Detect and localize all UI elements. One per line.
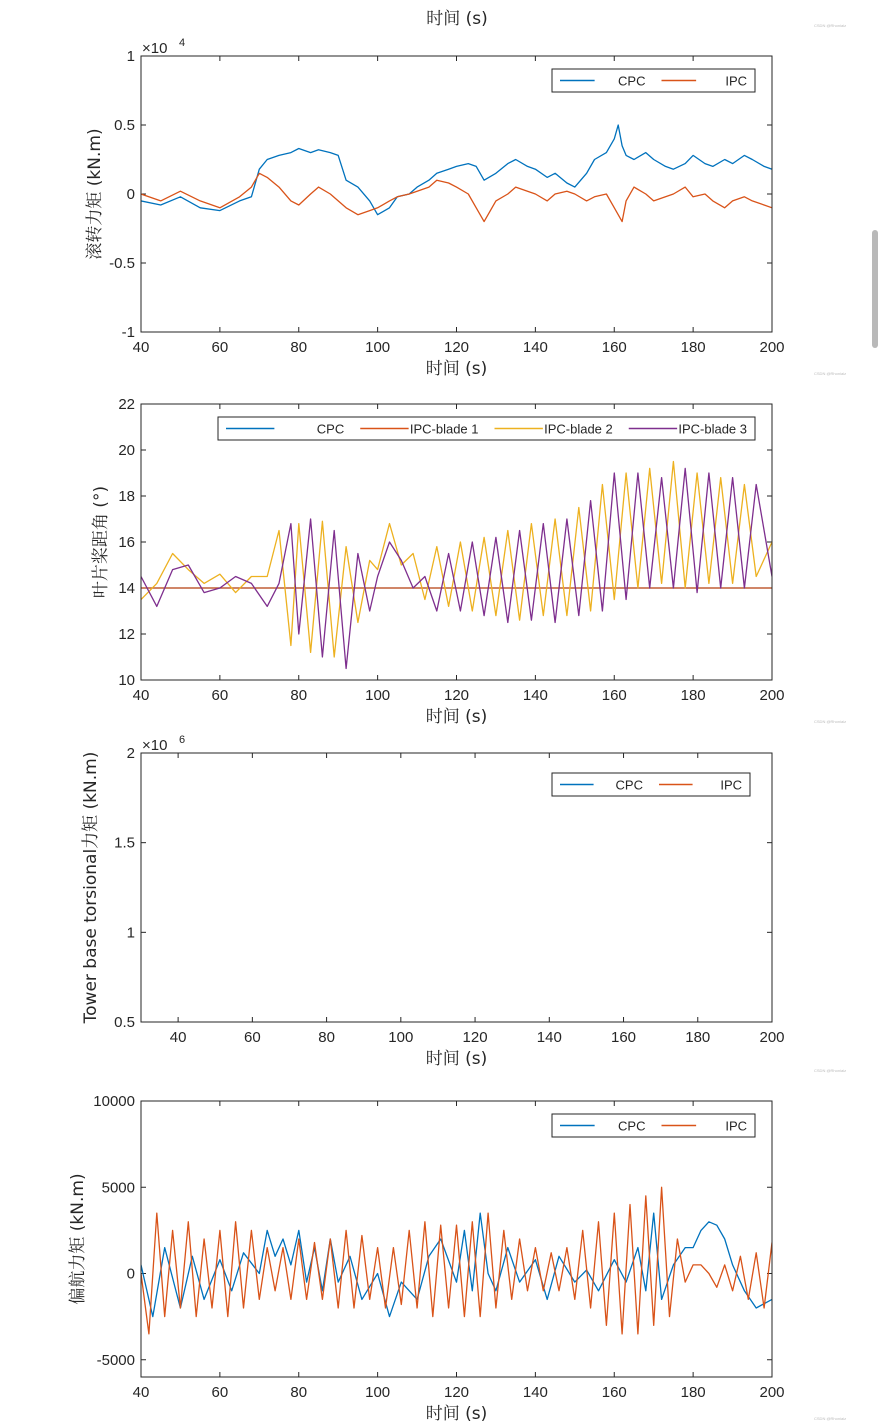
legend-label-1: CPC (615, 777, 643, 793)
y-tick-label: 22 (118, 396, 135, 413)
watermark-5: CSDN @Rhoniaiz (814, 1416, 847, 1421)
x-tick-label: 200 (759, 1384, 785, 1401)
axis-exponent: ×10 (142, 40, 168, 57)
x-tick-label: 160 (611, 1029, 637, 1046)
x-tick-label: 100 (388, 1029, 414, 1046)
x-tick-label: 160 (601, 339, 627, 356)
y-tick-label: 10 (118, 672, 135, 689)
y-tick-label: 14 (118, 580, 135, 597)
y-tick-label: 1 (126, 924, 135, 942)
chart-4 (68, 1093, 785, 1423)
y-tick-label: 0 (126, 186, 135, 203)
x-tick-label: 160 (601, 1384, 627, 1401)
x-tick-label: 120 (462, 1029, 488, 1046)
x-tick-label: 180 (680, 687, 706, 704)
y-tick-label: 10000 (93, 1093, 135, 1110)
y-tick-label: -1 (121, 324, 135, 341)
legend-label-2: IPC (720, 777, 742, 793)
y-tick-label: 1 (126, 48, 135, 65)
x-tick-label: 80 (290, 1384, 308, 1401)
x-tick-label: 200 (759, 687, 785, 704)
y-tick-label: 16 (118, 534, 135, 551)
watermark-4: CSDN @Rhoniaiz (814, 1068, 847, 1073)
legend-label-2: IPC-blade 1 (409, 421, 479, 437)
y-tick-label: 20 (118, 442, 135, 459)
scrollbar[interactable] (872, 230, 878, 348)
x-tick-label: 180 (685, 1029, 711, 1046)
y-tick-label: 0 (126, 1265, 135, 1283)
top-xlabel: 时间 (s) (426, 9, 488, 29)
y-tick-label: 12 (118, 626, 135, 643)
x-tick-label: 200 (759, 339, 785, 356)
x-tick-label: 180 (680, 339, 706, 356)
x-tick-label: 140 (522, 1384, 548, 1401)
x-tick-label: 160 (601, 687, 627, 704)
watermark-2: CSDN @Rhoniaiz (814, 371, 847, 376)
legend-label-1: CPC (618, 1118, 646, 1134)
y-axis-label: Tower base torsional力矩 (kN.m) (81, 751, 101, 1024)
x-axis-label: 时间 (s) (425, 1404, 488, 1423)
y-tick-label: 0.5 (114, 1014, 135, 1031)
x-tick-label: 60 (211, 1384, 229, 1401)
x-tick-label: 80 (318, 1029, 335, 1046)
axis-exponent-power: 4 (179, 37, 186, 49)
watermark-1: CSDN @Rhoniaiz (814, 23, 847, 28)
chart-2 (91, 396, 785, 727)
x-tick-label: 140 (522, 687, 548, 704)
axis-exponent-power: 6 (179, 734, 186, 746)
y-tick-label: -5000 (96, 1351, 135, 1369)
legend-label-1: CPC (618, 73, 646, 89)
legend-label-4: IPC-blade 3 (678, 421, 747, 437)
x-tick-label: 120 (443, 687, 470, 704)
chart-1 (85, 37, 785, 379)
y-tick-label: 0.5 (114, 117, 135, 134)
y-axis-label: 偏航力矩 (kN.m) (68, 1173, 88, 1305)
legend-label-2: IPC (725, 73, 747, 89)
x-tick-label: 40 (132, 1384, 150, 1401)
axis-exponent: ×10 (142, 737, 168, 754)
legend-label-3: IPC-blade 2 (544, 421, 613, 437)
y-axis-label: 叶片桨距角 (°) (91, 485, 111, 599)
x-tick-label: 140 (522, 339, 548, 356)
y-tick-label: 5000 (101, 1179, 135, 1197)
y-tick-label: -0.5 (109, 255, 135, 272)
legend-label-2: IPC (725, 1118, 747, 1134)
legend-label-1: CPC (316, 421, 345, 437)
x-tick-label: 100 (365, 687, 391, 704)
x-tick-label: 60 (211, 339, 229, 356)
x-tick-label: 80 (290, 687, 308, 704)
chart-3 (81, 734, 785, 1069)
x-axis-label: 时间 (s) (425, 1049, 488, 1069)
x-tick-label: 40 (169, 1029, 187, 1046)
x-tick-label: 60 (211, 687, 229, 704)
x-tick-label: 120 (443, 339, 470, 356)
x-tick-label: 100 (365, 339, 391, 356)
x-tick-label: 140 (536, 1029, 562, 1046)
x-tick-label: 80 (290, 339, 308, 356)
x-tick-label: 200 (759, 1029, 785, 1046)
y-axis-label: 滚转力矩 (kN.m) (85, 128, 105, 260)
plot-area (141, 56, 772, 332)
x-axis-label: 时间 (s) (425, 359, 488, 379)
y-tick-label: 18 (118, 488, 135, 505)
x-tick-label: 180 (680, 1384, 706, 1401)
x-tick-label: 40 (132, 687, 150, 704)
y-tick-label: 1.5 (114, 834, 135, 852)
x-tick-label: 120 (443, 1384, 470, 1401)
watermark-3: CSDN @Rhoniaiz (814, 719, 847, 724)
x-tick-label: 60 (244, 1029, 261, 1046)
x-tick-label: 40 (132, 339, 150, 356)
y-tick-label: 2 (126, 745, 135, 762)
x-tick-label: 100 (365, 1384, 391, 1401)
x-axis-label: 时间 (s) (425, 707, 488, 727)
